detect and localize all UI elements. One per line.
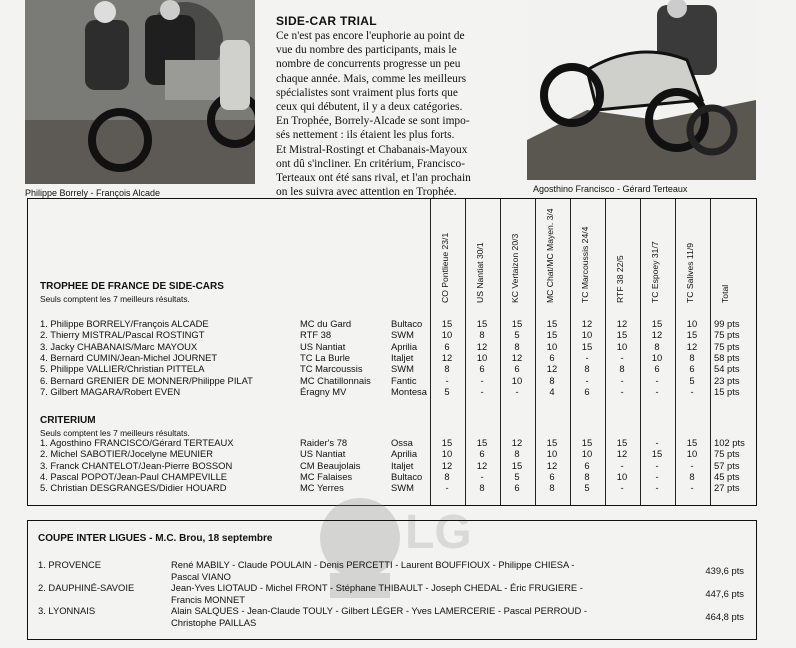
score-cell: 12 — [511, 437, 523, 448]
score-cell: 5 — [444, 385, 450, 397]
article-line: nombre de concurrents progresse un peu — [276, 58, 461, 71]
article-line: ont dû s'incliner. En critérium, Francisco- — [276, 157, 466, 170]
rider-names: 5. Christian DESGRANGES/Didier HOUARD — [40, 482, 227, 494]
table-row — [28, 341, 756, 352]
article-line: Et Mistral-Rostingt et Chabanais-Mayoux — [276, 143, 468, 156]
score-cell: 8 — [549, 374, 555, 386]
score-cell: 12 — [581, 318, 593, 329]
total-cell: 23 pts — [714, 374, 740, 386]
bike-brand: Ossa — [391, 437, 413, 448]
league-points: 464,8 pts — [705, 611, 744, 622]
score-cell: 15 — [441, 318, 453, 329]
bike-brand: Montesa — [391, 385, 427, 397]
rider-names: 7. Gilbert MAGARA/Robert EVEN — [40, 385, 181, 397]
score-cell: 15 — [476, 318, 488, 329]
score-cell: 10 — [546, 340, 558, 352]
score-cell: 15 — [686, 329, 698, 341]
bike-brand: Fantic — [391, 374, 417, 386]
rider-names: 5. Philippe VALLIER/Christian PITTELA — [40, 363, 205, 375]
club-name: Éragny MV — [300, 385, 347, 397]
score-cell: 8 — [444, 470, 450, 482]
table-row — [28, 437, 756, 448]
score-cell: 8 — [654, 340, 660, 352]
score-cell: 8 — [479, 482, 485, 494]
total-cell: 75 pts — [714, 340, 740, 352]
article-line: on les suivra avec attention en Trophée. — [276, 186, 457, 199]
league-riders-cont: Christophe PAILLAS — [171, 616, 257, 628]
score-cell: 15 — [546, 437, 558, 448]
league-riders-cont: Francis MONNET — [171, 593, 245, 605]
photo-sidecar-left — [25, 0, 255, 184]
table-row — [28, 352, 756, 363]
table-row — [28, 375, 756, 386]
league-rank: 2. DAUPHINÉ-SAVOIE — [38, 582, 135, 593]
total-cell: 99 pts — [714, 318, 740, 329]
score-cell: 10 — [476, 351, 488, 363]
score-cell: 8 — [514, 448, 520, 460]
club-name: TC La Burle — [300, 351, 351, 363]
score-cell: 12 — [441, 351, 453, 363]
league-riders-cont: Pascal VIANO — [171, 570, 231, 582]
rider-names: 4. Pascal POPOT/Jean-Paul CHAMPEVILLE — [40, 470, 228, 482]
article-line: chaque année. Mais, comme les meilleurs — [276, 72, 467, 85]
score-cell: 15 — [616, 437, 628, 448]
score-cell: 12 — [546, 459, 558, 471]
score-cell: - — [655, 374, 659, 386]
score-cell: - — [480, 470, 484, 482]
coupe-title: COUPE INTER LIGUES - M.C. Brou, 18 septembre — [38, 533, 273, 544]
score-cell: 10 — [651, 351, 663, 363]
score-cell: 8 — [689, 351, 695, 363]
table-row — [28, 318, 756, 329]
score-cell: 12 — [476, 340, 488, 352]
score-cell: 6 — [514, 363, 520, 375]
score-cell: 15 — [651, 318, 663, 329]
article-title: SIDE-CAR TRIAL — [276, 14, 377, 28]
score-cell: - — [480, 374, 484, 386]
total-cell: 102 pts — [714, 437, 745, 448]
score-cell: 15 — [616, 329, 628, 341]
score-cell: 4 — [549, 385, 555, 397]
watermark-text: LG — [405, 506, 472, 559]
league-riders: Alain SALQUES - Jean-Claude TOULY - Gilbert LÉGER - Yves LAMERCERIE - Pascal PERROUD - — [171, 605, 587, 616]
score-cell: - — [655, 470, 659, 482]
club-name: Raider's 78 — [300, 437, 348, 448]
bike-brand: Bultaco — [391, 318, 423, 329]
score-cell: 10 — [686, 448, 698, 460]
bike-brand: Italjet — [391, 351, 414, 363]
column-header: CO Pontlieue 23/1 — [440, 232, 450, 303]
table-row — [28, 363, 756, 374]
score-cell: 12 — [546, 363, 558, 375]
score-cell: 15 — [581, 437, 593, 448]
score-cell: 6 — [549, 351, 555, 363]
score-cell: 10 — [546, 448, 558, 460]
score-cell: 12 — [476, 459, 488, 471]
score-cell: 15 — [511, 318, 523, 329]
article-body — [276, 29, 524, 199]
club-name: US Nantiat — [300, 340, 346, 352]
score-cell: - — [585, 374, 589, 386]
rider-names: 3. Jacky CHABANAIS/Marc MAYOUX — [40, 340, 198, 352]
score-cell: 6 — [584, 385, 590, 397]
club-name: US Nantiat — [300, 448, 346, 460]
trophee-subtitle: Seuls comptent les 7 meilleurs résultats. — [40, 294, 190, 304]
score-cell: 5 — [584, 482, 590, 494]
results-table — [27, 198, 757, 506]
total-cell: 45 pts — [714, 470, 740, 482]
score-cell: 12 — [616, 448, 628, 460]
score-cell: 8 — [584, 470, 590, 482]
score-cell: - — [620, 482, 624, 494]
score-cell: - — [480, 385, 484, 397]
score-cell: - — [655, 459, 659, 471]
column-header: TC Salives 11/9 — [685, 242, 695, 303]
score-cell: 8 — [514, 340, 520, 352]
bike-brand: SWM — [391, 482, 414, 494]
league-riders: Jean-Yves LIOTAUD - Michel FRONT - Stéphane THIBAULT - Joseph CHEDAL - Éric FRUGIERE - — [171, 582, 583, 593]
score-cell: 8 — [689, 470, 695, 482]
score-cell: 12 — [511, 351, 523, 363]
league-rank: 3. LYONNAIS — [38, 605, 96, 616]
score-cell: 6 — [689, 363, 695, 375]
column-header: Total — [720, 284, 730, 303]
table-row — [28, 448, 756, 459]
total-cell: 54 pts — [714, 363, 740, 375]
rider-names: 1. Philippe BORRELY/François ALCADE — [40, 318, 209, 329]
sidecar-photo-illustration — [25, 0, 255, 184]
total-cell: 58 pts — [714, 351, 740, 363]
score-cell: 8 — [584, 363, 590, 375]
sidecar-jump-illustration — [527, 0, 756, 180]
score-cell: 5 — [514, 329, 520, 341]
score-cell: 15 — [441, 437, 453, 448]
score-cell: 10 — [441, 329, 453, 341]
score-cell: 15 — [511, 459, 523, 471]
score-cell: 12 — [651, 329, 663, 341]
league-points: 439,6 pts — [705, 565, 744, 576]
bike-brand: Italjet — [391, 459, 414, 471]
total-cell: 27 pts — [714, 482, 740, 494]
total-cell: 15 pts — [714, 385, 740, 397]
table-row — [28, 329, 756, 340]
score-cell: - — [620, 374, 624, 386]
club-name: TC Marcoussis — [300, 363, 363, 375]
score-cell: 8 — [479, 329, 485, 341]
total-cell: 75 pts — [714, 448, 740, 460]
club-name: MC du Gard — [300, 318, 352, 329]
score-cell: 6 — [549, 470, 555, 482]
score-cell: 8 — [549, 482, 555, 494]
score-cell: - — [445, 482, 449, 494]
club-name: MC Falaises — [300, 470, 353, 482]
score-cell: - — [690, 459, 694, 471]
score-cell: 10 — [616, 470, 628, 482]
article-line: En Trophée, Borrely-Alcade se sont impo- — [276, 115, 470, 128]
league-rank: 1. PROVENCE — [38, 559, 102, 570]
column-header: TC Marcoussis 24/4 — [580, 226, 590, 303]
score-cell: - — [620, 351, 624, 363]
column-header: MC Chat/MC Mayen. 3/4 — [545, 208, 555, 303]
score-cell: 10 — [511, 374, 523, 386]
score-cell: 12 — [686, 340, 698, 352]
left-photo-caption: Philippe Borrely - François Alcade — [25, 188, 161, 198]
score-cell: 6 — [444, 340, 450, 352]
score-cell: - — [655, 437, 659, 448]
score-cell: - — [515, 385, 519, 397]
score-cell: 10 — [581, 329, 593, 341]
column-header: RTF 38 22/5 — [615, 255, 625, 303]
score-cell: 12 — [616, 318, 628, 329]
rider-names: 2. Michel SABOTIER/Jocelyne MEUNIER — [40, 448, 213, 460]
score-cell: 6 — [514, 482, 520, 494]
score-cell: 15 — [651, 448, 663, 460]
score-cell: 12 — [441, 459, 453, 471]
score-cell: 10 — [616, 340, 628, 352]
bike-brand: SWM — [391, 363, 414, 375]
coupe-box — [27, 520, 757, 640]
rider-names: 2. Thierry MISTRAL/Pascal ROSTINGT — [40, 329, 205, 341]
bike-brand: Aprilia — [391, 340, 418, 352]
score-cell: 8 — [619, 363, 625, 375]
article-line: Terteaux ont été sans rival, et l'an prochain — [276, 172, 471, 185]
score-cell: - — [690, 385, 694, 397]
column-header: TC Espoey 31/7 — [650, 241, 660, 303]
rider-names: 4. Bernard CUMIN/Jean-Michel JOURNET — [40, 351, 218, 363]
bike-brand: SWM — [391, 329, 414, 341]
trophee-title: TROPHEE DE FRANCE DE SIDE-CARS — [40, 281, 224, 292]
score-cell: 10 — [581, 448, 593, 460]
article-line: spécialistes sont vraiment plus forts que — [276, 86, 458, 99]
score-cell: 15 — [476, 437, 488, 448]
score-cell: - — [585, 351, 589, 363]
score-cell: 10 — [441, 448, 453, 460]
league-riders: René MABILY - Claude POULAIN - Denis PERCETTI - Laurent BOUFFIOUX - Philippe CHIESA - — [171, 559, 575, 570]
article-line: sés nettement : ils étaient les plus forts. — [276, 129, 455, 142]
score-cell: 10 — [686, 318, 698, 329]
rider-names: 6. Bernard GRENIER DE MONNER/Philippe PILAT — [40, 374, 253, 386]
club-name: MC Chatillonnais — [300, 374, 371, 386]
bike-brand: Aprilia — [391, 448, 418, 460]
criterium-subtitle: Seuls comptent les 7 meilleurs résultats. — [40, 428, 190, 438]
score-cell: 6 — [654, 363, 660, 375]
article-line: Ce n'est pas encore l'euphorie au point de — [276, 30, 465, 42]
score-cell: 15 — [686, 437, 698, 448]
photo-sidecar-right — [527, 0, 756, 180]
rider-names: 1. Agosthino FRANCISCO/Gérard TERTEAUX — [40, 437, 234, 448]
column-header: KC Vertaizon 20/3 — [510, 233, 520, 303]
score-cell: 15 — [581, 340, 593, 352]
score-cell: 15 — [546, 318, 558, 329]
table-row — [28, 460, 756, 471]
article-line: ceux qui débutent, il y a deux catégories. — [276, 101, 463, 114]
total-cell: 57 pts — [714, 459, 740, 471]
score-cell: 5 — [514, 470, 520, 482]
article-line: vue du nombre des participants, mais le — [276, 44, 457, 57]
rider-names: 3. Franck CHANTELOT/Jean-Pierre BOSSON — [40, 459, 233, 471]
score-cell: - — [620, 459, 624, 471]
score-cell: 8 — [444, 363, 450, 375]
club-name: RTF 38 — [300, 329, 332, 341]
club-name: MC Yerres — [300, 482, 344, 494]
score-cell: - — [655, 482, 659, 494]
league-points: 447,6 pts — [705, 588, 744, 599]
column-header: US Nantiat 30/1 — [475, 242, 485, 303]
table-row — [28, 386, 756, 397]
score-cell: - — [655, 385, 659, 397]
club-name: CM Beaujolais — [300, 459, 361, 471]
score-cell: - — [445, 374, 449, 386]
score-cell: - — [620, 385, 624, 397]
right-photo-caption: Agosthino Francisco - Gérard Terteaux — [533, 184, 688, 194]
score-cell: 6 — [479, 363, 485, 375]
bike-brand: Bultaco — [391, 470, 423, 482]
criterium-title: CRITERIUM — [40, 415, 96, 426]
score-cell: 6 — [584, 459, 590, 471]
score-cell: 15 — [546, 329, 558, 341]
score-cell: - — [690, 482, 694, 494]
score-cell: 5 — [689, 374, 695, 386]
total-cell: 75 pts — [714, 329, 740, 341]
score-cell: 6 — [479, 448, 485, 460]
